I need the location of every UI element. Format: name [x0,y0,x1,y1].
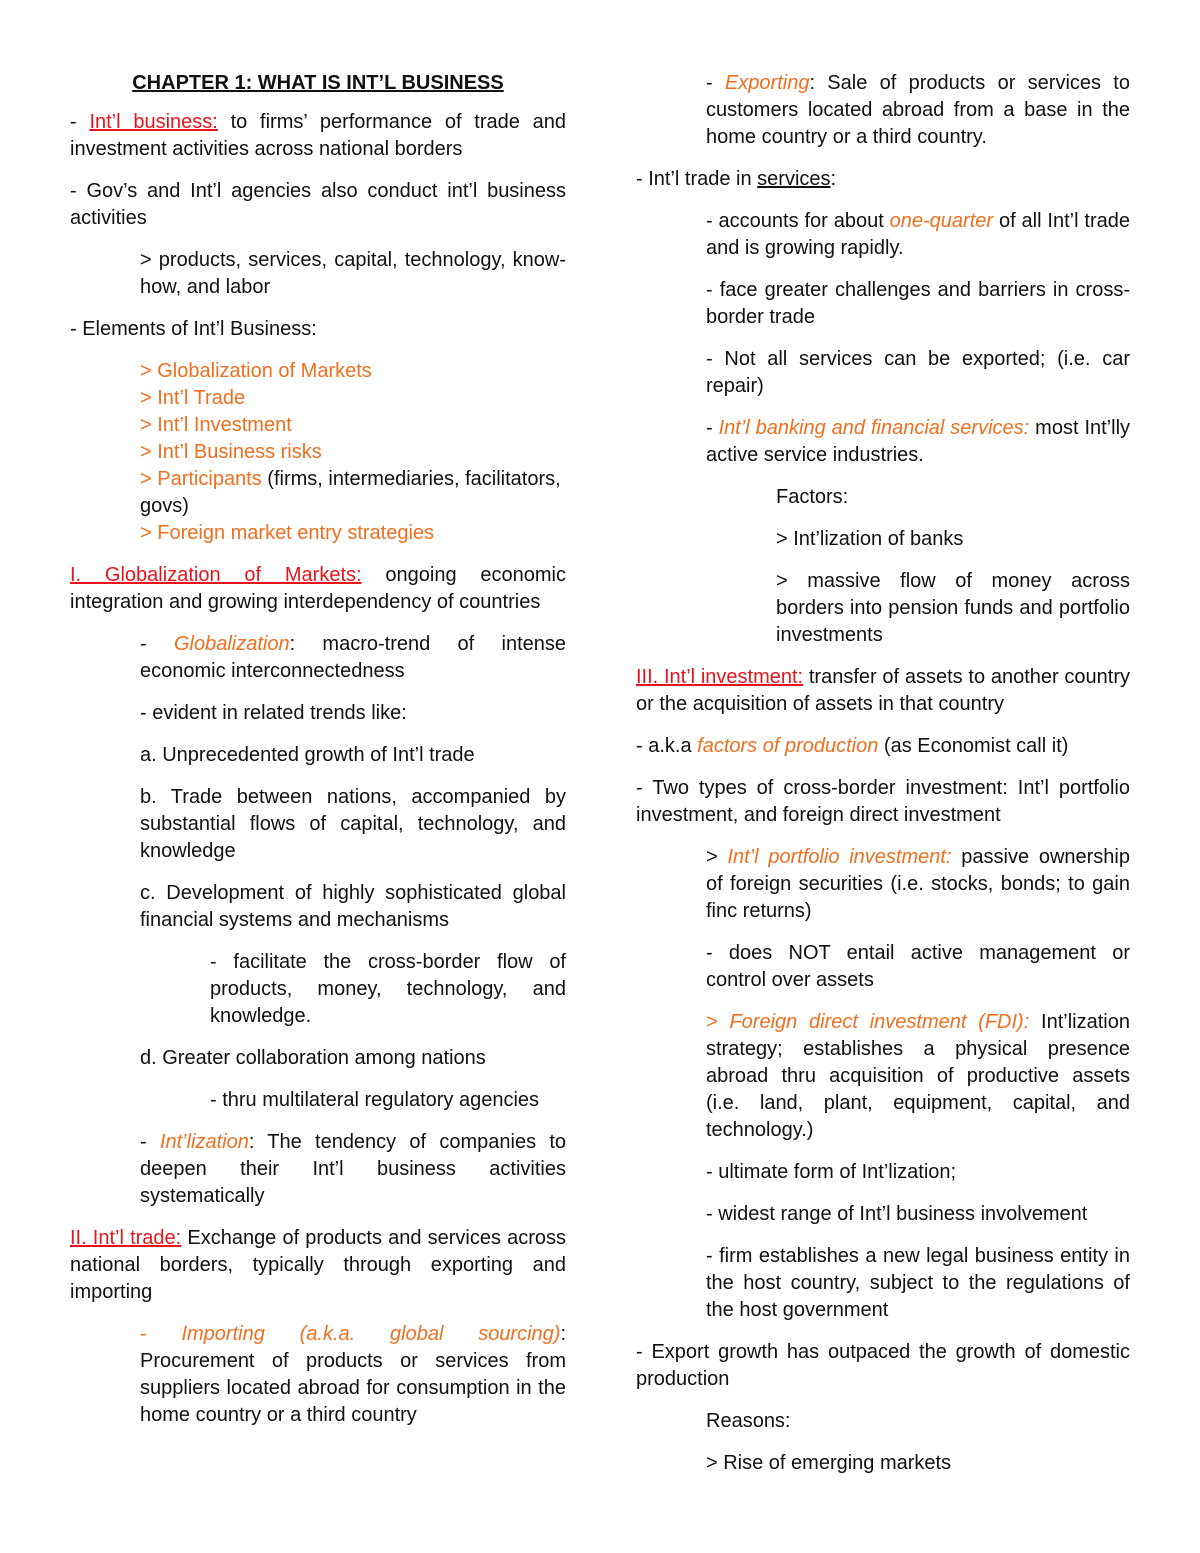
section-2-heading: II. Int’l trade: Exchange of products and services across national borders, typically through exporting and importing [70,1227,566,1303]
portfolio-note: - does NOT entail active management or control over assets [706,942,1130,991]
services-challenges: - face greater challenges and barriers in cross-border trade [706,279,1130,328]
element-item: > Int’l Business risks [140,441,322,463]
right-column [636,70,1130,1492]
portfolio-investment: > Int’l portfolio investment: passive ownership of foreign securities (i.e. stocks, bonds; to gain finc returns) [706,846,1130,922]
intl-business-definition: - Int’l business: to firms’ performance of trade and investment activities across national borders [70,111,567,160]
element-item: > Globalization of Markets [140,360,372,382]
trend-c: c. Development of highly sophisticated global financial systems and mechanisms [140,882,566,931]
exporting-definition: - Exporting: Sale of products or services to customers located abroad from a base in the home country or a third country. [706,72,1130,148]
element-item: > Int’l Investment [140,414,292,436]
business-scope-list: > products, services, capital, technology, know-how, and labor [140,249,566,298]
trade-in-services: - Int’l trade in services: [636,168,837,190]
element-item: > Foreign market entry strategies [140,522,435,544]
services-not-exported: - Not all services can be exported; (i.e. car repair) [706,348,1130,397]
export-growth: - Export growth has outpaced the growth of domestic production [636,1341,1130,1390]
fdi-definition: > Foreign direct investment (FDI): Int’lization strategy; establishes a physical presence abroad thru acquisition of productive assets (i.e. land, plant, equipment, capital, and technology.) [706,1011,1130,1141]
factors-heading: Factors: [776,486,849,508]
intlization-definition: - Int’lization: The tendency of companies to deepen their Int’l business activities systematically [140,1131,567,1207]
fdi-point-1: - ultimate form of Int’lization; [706,1161,957,1183]
left-column [70,70,566,1444]
trend-b: b. Trade between nations, accompanied by substantial flows of capital, technology, and knowledge [140,786,566,862]
elements-heading: - Elements of Int’l Business: [70,318,317,340]
importing-definition: - Importing (a.k.a. global sourcing): Procurement of products or services from suppliers located abroad for consumption in the home country or a third country [140,1323,567,1426]
investment-types: - Two types of cross-border investment: Int’l portfolio investment, and foreign direct investment [636,777,1130,826]
trend-c-sub: - facilitate the cross-border flow of products, money, technology, and knowledge. [210,951,566,1027]
element-item: > Int’l Trade [140,387,246,409]
trend-d-sub: - thru multilateral regulatory agencies [210,1089,540,1111]
fdi-point-2: - widest range of Int’l business involvement [706,1203,1088,1225]
govs-agencies-note: - Gov’s and Int’l agencies also conduct int’l business activities [70,180,566,229]
trend-a: a. Unprecedented growth of Int’l trade [140,744,475,766]
fdi-point-3: - firm establishes a new legal business entity in the host country, subject to the regulations of the host government [706,1245,1130,1321]
reason-1: > Rise of emerging markets [706,1452,952,1474]
reasons-heading: Reasons: [706,1410,791,1432]
elements-list [140,358,566,547]
services-share: - accounts for about one-quarter of all Int’l trade and is growing rapidly. [706,210,1131,259]
trend-d: d. Greater collaboration among nations [140,1047,486,1069]
banking-services: - Int’l banking and financial services: most Int’lly active service industries. [706,417,1131,466]
evident-trends: - evident in related trends like: [140,702,407,724]
section-3-heading: III. Int’l investment: transfer of assets to another country or the acquisition of assets in that country [636,666,1130,715]
term-intl-business: Int’l business: [89,111,218,133]
chapter-title: CHAPTER 1: WHAT IS INT’L BUSINESS [132,72,504,94]
factor-1: > Int’lization of banks [776,528,964,550]
factor-2: > massive flow of money across borders into pension funds and portfolio investments [776,570,1130,646]
section-1-heading: I. Globalization of Markets: ongoing economic integration and growing interdependency of countries [70,564,566,613]
element-item: > Participants (firms, intermediaries, facilitators, govs) [140,468,561,517]
globalization-definition: - Globalization: macro-trend of intense economic interconnectedness [140,633,566,682]
aka-factors: - a.k.a factors of production (as Economist call it) [636,735,1069,757]
